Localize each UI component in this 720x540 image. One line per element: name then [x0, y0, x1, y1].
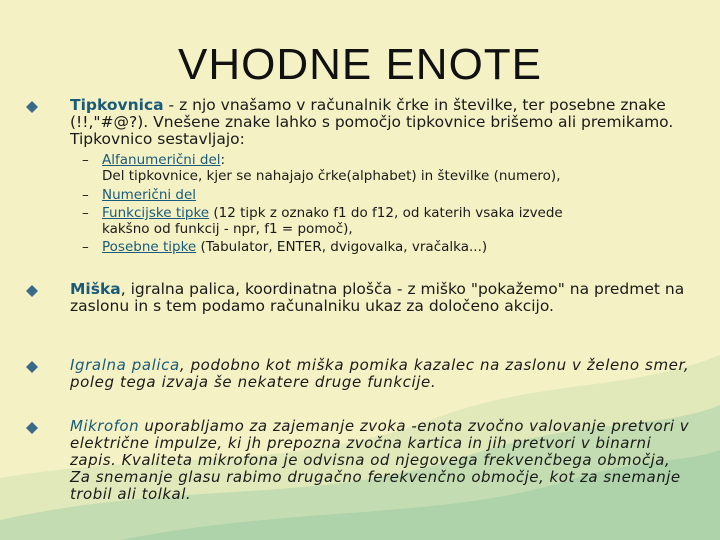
- bullet-text: , podobno kot miška pomika kazalec na zaslonu v želeno smer, poleg tega izvaja še nekatere druge funkcije.: [70, 356, 690, 391]
- diamond-bullet-icon: [26, 285, 38, 297]
- keyword-tipkovnica: Tipkovnica: [70, 96, 164, 114]
- keyword-miska: Miška: [70, 280, 121, 298]
- keyword-mikrofon: Mikrofon: [70, 417, 140, 435]
- bullet-text: uporabljamo za zajemanje zvoka -enota zvočno valovanje pretvori v električne impulze, ki jh prepozna zvočna kartica in jih pretvori v binarni zapis. Kvaliteta mikrofona je odvisna od njegovega frekvenčbega območja, Za snemanje glasu rabimo drugačno ferekvenčno območje, kot za snemanje trobil ali tolkal.: [70, 417, 690, 503]
- subitem-label: Posebne tipke: [102, 239, 197, 255]
- bullet-text: , igralna palica, koordinatna plošča - z miško "pokažemo" na predmet na zaslonu in s tem podamo računalniku ukaz za določeno akcijo.: [70, 280, 685, 315]
- diamond-bullet-icon: [26, 422, 38, 434]
- bullet-joystick: [70, 357, 690, 391]
- slide-title: VHODNE ENOTE: [177, 40, 543, 89]
- diamond-bullet-icon: [26, 361, 38, 373]
- subitem-label: Alfanumerični del: [102, 152, 221, 168]
- bullet-text: - z njo vnašamo v računalnik črke in številke, ter posebne znake (!!,"#@?). Vnešene znake lahko s pomočjo tipkovnice brišemo ali premikamo. Tipkovnico sestavljajo:: [70, 96, 674, 148]
- bullet-microphone: [70, 418, 690, 503]
- subitem-label: Funkcijske tipke: [102, 205, 210, 221]
- bullet-mouse: [70, 281, 690, 315]
- diamond-bullet-icon: [26, 101, 38, 113]
- keyword-igralna-palica: Igralna palica: [70, 356, 180, 374]
- subitem-label: Numerični del: [102, 187, 197, 203]
- bullet-keyboard: [70, 97, 690, 148]
